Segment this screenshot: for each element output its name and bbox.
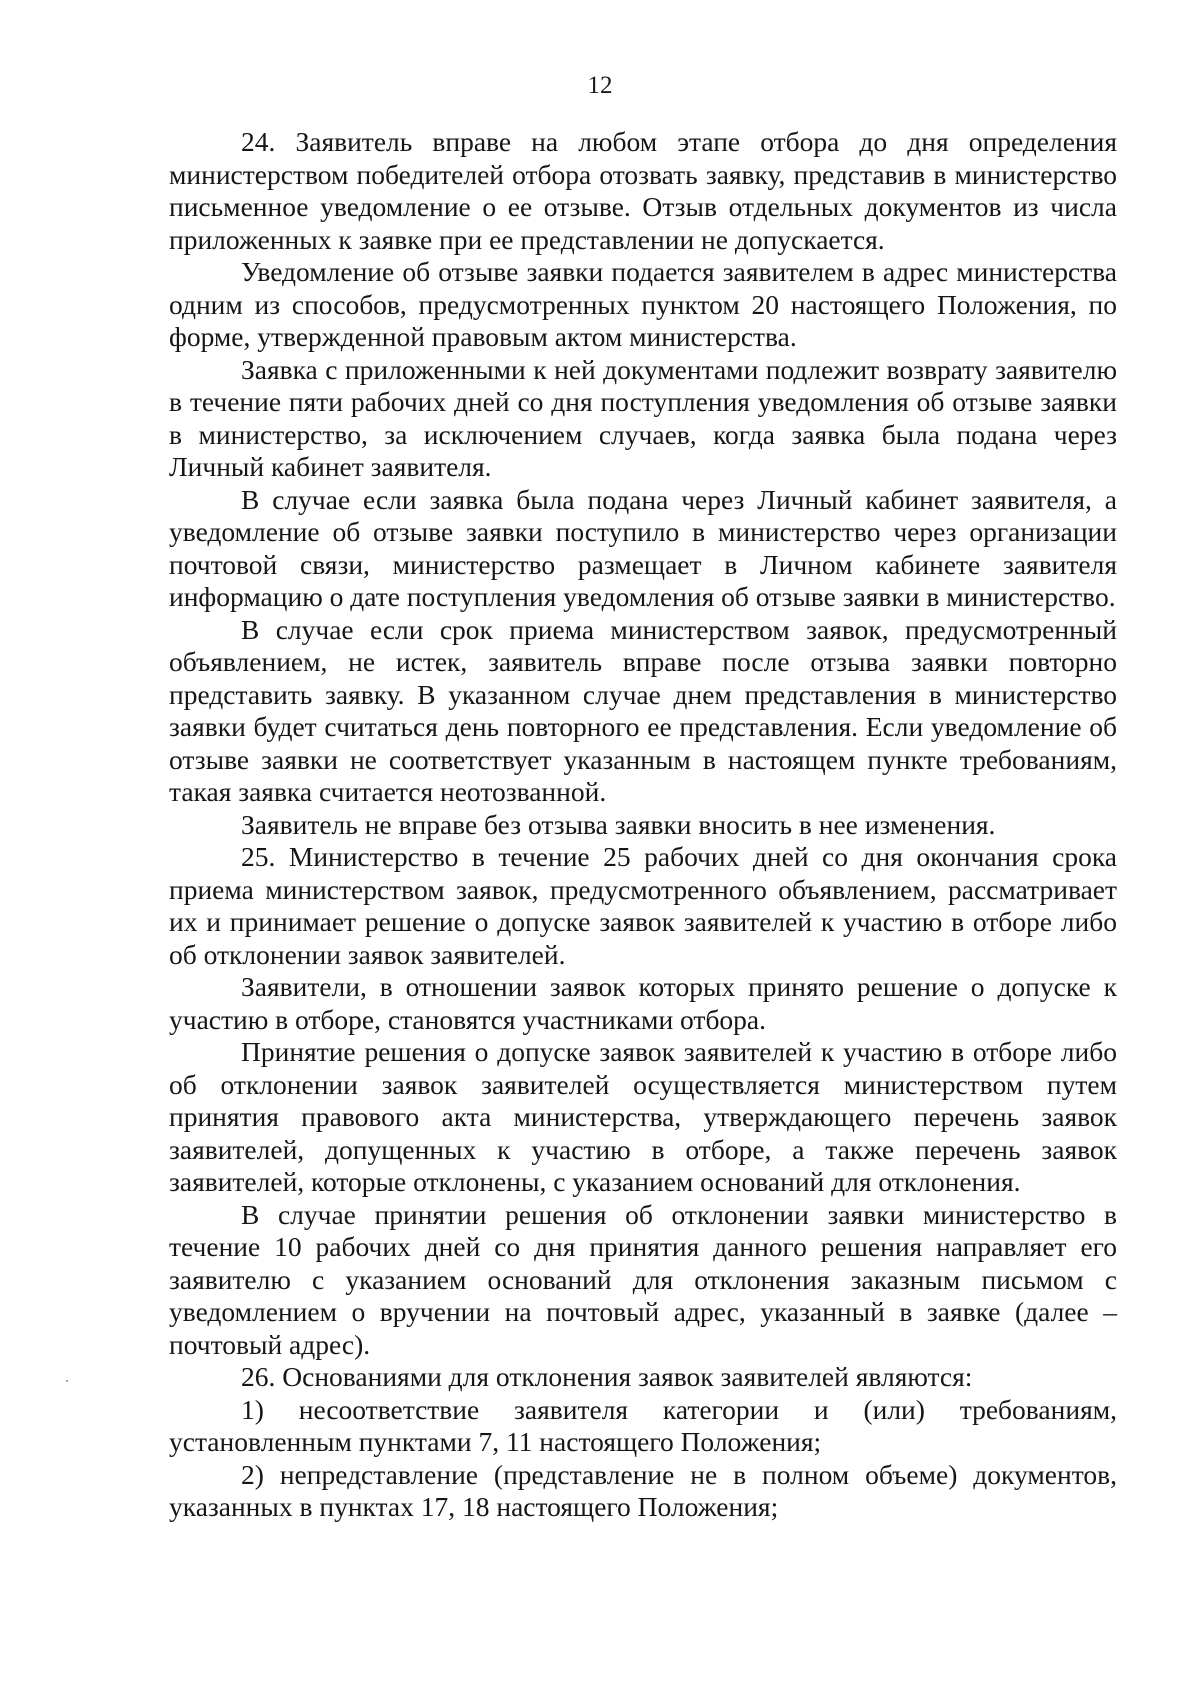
paragraph-application-return: Заявка с приложенными к ней документами подлежит возврату заявителю в течение пяти рабочих дней со дня поступления уведомления об отзыве заявки в министерство, за исключением случаев, когда заявка была подана через Личный кабинет заявителя. <box>169 353 1117 482</box>
paragraph-personal-account: В случае если заявка была подана через Личный кабинет заявителя, а уведомление об отзыве заявки поступило в министерство через организации почтовой связи, министерство размещает в Личном кабинете заявителя информацию о дате поступления уведомления об отзыве заявки в министерство. <box>169 483 1117 612</box>
list-item-ground-2: 2) непредставление (представление не в полном объеме) документов, указанных в пунктах 17, 18 настоящего Положения; <box>169 1458 1117 1522</box>
paragraph-participants: Заявители, в отношении заявок которых принято решение о допуске к участию в отборе, становятся участниками отбора. <box>169 971 1117 1035</box>
list-item-ground-1: 1) несоответствие заявителя категории и (или) требованиям, установленным пунктами 7, 11 настоящего Положения; <box>169 1393 1117 1457</box>
paragraph-no-changes: Заявитель не вправе без отзыва заявки вносить в нее изменения. <box>241 808 996 840</box>
paragraph-resubmission: В случае если срок приема министерством заявок, предусмотренный объявлением, не истек, заявитель вправе после отзыва заявки повторно представить заявку. В указанном случае днем представления в министерство заявки будет считаться день повторного ее представления. Если уведомление об отзыве заявки не соответствует указанным в настоящем пункте требованиям, такая заявка считается неотозванной. <box>169 613 1117 807</box>
paragraph-25-review: 25. Министерство в течение 25 рабочих дней со дня окончания срока приема министерством заявок, предусмотренного объявлением, рассматривает их и принимает решение о допуске заявок заявителей к участию в отборе либо об отклонении заявок заявителей. <box>169 841 1117 970</box>
paragraph-rejection-notice: В случае принятии решения об отклонении заявки министерство в течение 10 рабочих дней со дня принятия данного решения направляет его заявителю с указанием оснований для отклонения заказным письмом с уведомлением о вручении на почтовый адрес, указанный в заявке (далее – почтовый адрес). <box>169 1198 1117 1360</box>
page-number: 12 <box>587 72 613 99</box>
paragraph-26-grounds: 26. Основаниями для отклонения заявок заявителей являются: <box>241 1361 973 1392</box>
paragraph-24-withdrawal: 24. Заявитель вправе на любом этапе отбора до дня определения министерством победителей отбора отозвать заявку, представив в министерство письменное уведомление о ее отзыве. Отзыв отдельных документов из числа приложенных к заявке при ее представлении не допускается. <box>169 126 1117 255</box>
paragraph-withdrawal-notice: Уведомление об отзыве заявки подается заявителем в адрес министерства одним из способов, предусмотренных пунктом 20 настоящего Положения, по форме, утвержденной правовым актом министерства. <box>169 256 1117 352</box>
document-body <box>169 126 1117 1524</box>
scan-artifact <box>66 1380 68 1382</box>
paragraph-admission-decision: Принятие решения о допуске заявок заявителей к участию в отборе либо об отклонении заявок заявителей осуществляется министерством путем принятия правового акта министерства, утверждающего перечень заявок заявителей, допущенных к участию в отборе, а также перечень заявок заявителей, которые отклонены, с указанием оснований для отклонения. <box>169 1036 1117 1197</box>
